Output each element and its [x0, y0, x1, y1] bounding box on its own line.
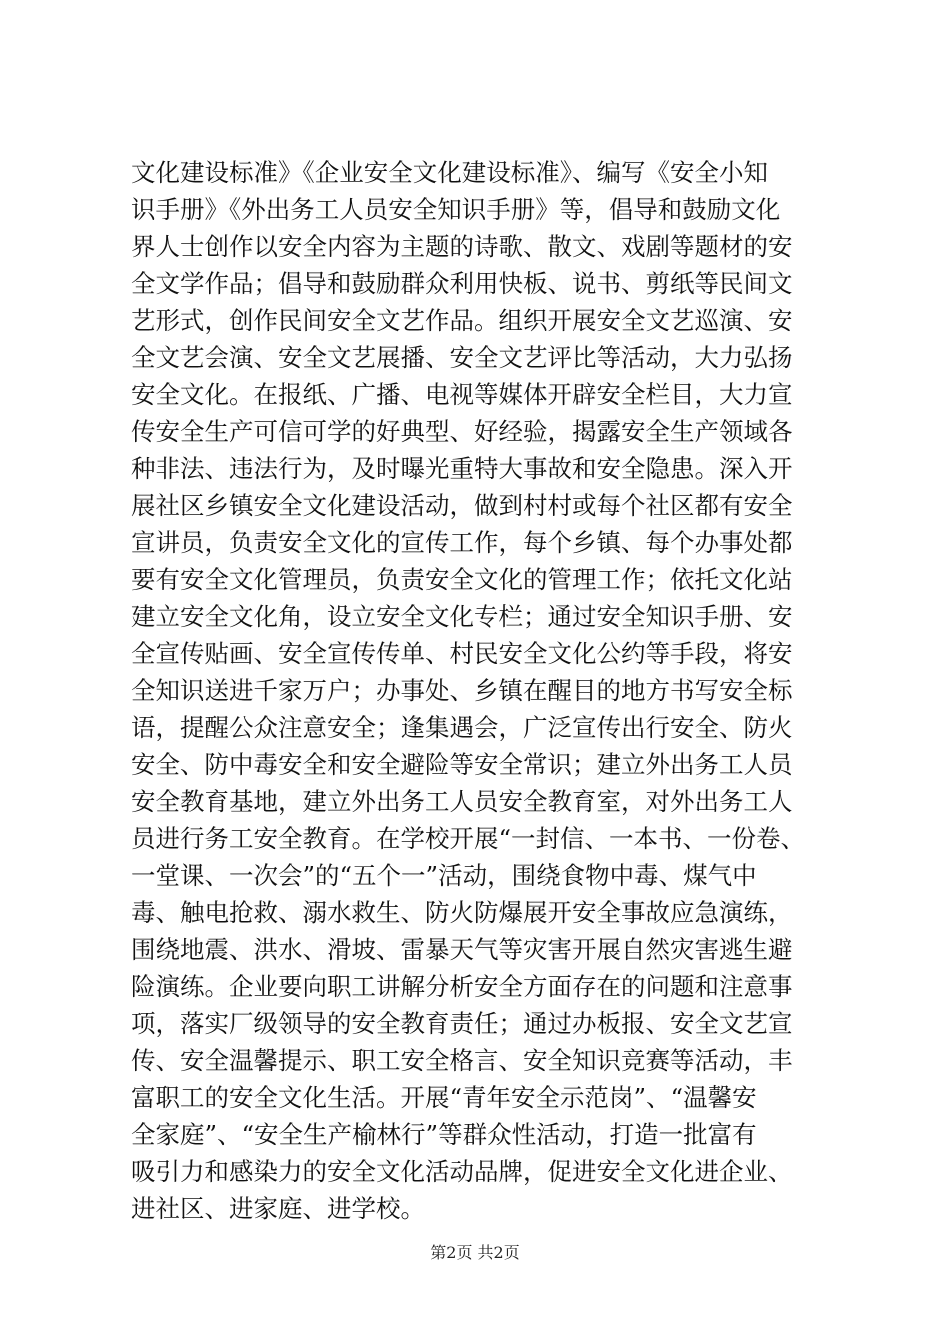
text-line: 全知识送进千家万户；办事处、乡镇在醒目的地方书写安全标 — [131, 676, 793, 705]
text-line: 传、安全温馨提示、职工安全格言、安全知识竞赛等活动，丰 — [131, 1046, 793, 1075]
text-line: 围绕地震、洪水、滑坡、雷暴天气等灾害开展自然灾害逃生避 — [131, 935, 793, 964]
text-line: 全文艺会演、安全文艺展播、安全文艺评比等活动，大力弘扬 — [131, 343, 793, 372]
text-line: 语，提醒公众注意安全；逢集遇会，广泛宣传出行安全、防火 — [131, 713, 793, 742]
text-line: 安全教育基地，建立外出务工人员安全教育室，对外出务工人 — [131, 787, 793, 816]
text-line: 艺形式，创作民间安全文艺作品。组织开展安全文艺巡演、安 — [131, 306, 793, 335]
text-line: 全宣传贴画、安全宣传传单、村民安全文化公约等手段，将安 — [131, 639, 793, 668]
page-footer: 第2页 共2页 — [430, 1243, 520, 1262]
text-line: 要有安全文化管理员，负责安全文化的管理工作；依托文化站 — [131, 565, 793, 594]
text-line: 安全、防中毒安全和安全避险等安全常识；建立外出务工人员 — [131, 750, 793, 779]
text-line: 建立安全文化角，设立安全文化专栏；通过安全知识手册、安 — [131, 602, 793, 631]
text-line: 全文学作品；倡导和鼓励群众利用快板、说书、剪纸等民间文 — [131, 269, 793, 298]
text-line: 识手册》《外出务工人员安全知识手册》等，倡导和鼓励文化 — [131, 195, 781, 224]
text-line: 险演练。企业要向职工讲解分析安全方面存在的问题和注意事 — [131, 972, 793, 1001]
text-line: 进社区、进家庭、进学校。 — [131, 1194, 425, 1223]
text-line: 项，落实厂级领导的安全教育责任；通过办板报、安全文艺宣 — [131, 1009, 793, 1038]
text-line: 一堂课、一次会”的“五个一”活动，围绕食物中毒、煤气中 — [131, 861, 757, 890]
text-line: 毒、触电抢救、溺水救生、防火防爆展开安全事故应急演练， — [131, 898, 793, 927]
text-line: 富职工的安全文化生活。开展“青年安全示范岗”、“温馨安 — [131, 1083, 757, 1112]
text-line: 员进行务工安全教育。在学校开展“一封信、一本书、一份卷、 — [131, 824, 806, 853]
text-line: 宣讲员，负责安全文化的宣传工作，每个乡镇、每个办事处都 — [131, 528, 793, 557]
text-line: 全家庭”、“安全生产榆林行”等群众性活动，打造一批富有 — [131, 1120, 757, 1149]
text-line: 展社区乡镇安全文化建设活动，做到村村或每个社区都有安全 — [131, 491, 793, 520]
document-body — [131, 154, 831, 1227]
text-line: 吸引力和感染力的安全文化活动品牌，促进安全文化进企业、 — [131, 1157, 793, 1186]
text-line: 安全文化。在报纸、广播、电视等媒体开辟安全栏目，大力宣 — [131, 380, 793, 409]
text-line: 传安全生产可信可学的好典型、好经验，揭露安全生产领域各 — [131, 417, 793, 446]
text-line: 界人士创作以安全内容为主题的诗歌、散文、戏剧等题材的安 — [131, 232, 793, 261]
text-line: 文化建设标准》《企业安全文化建设标准》、编写《安全小知 — [131, 158, 768, 187]
text-line: 种非法、违法行为，及时曝光重特大事故和安全隐患。深入开 — [131, 454, 793, 483]
